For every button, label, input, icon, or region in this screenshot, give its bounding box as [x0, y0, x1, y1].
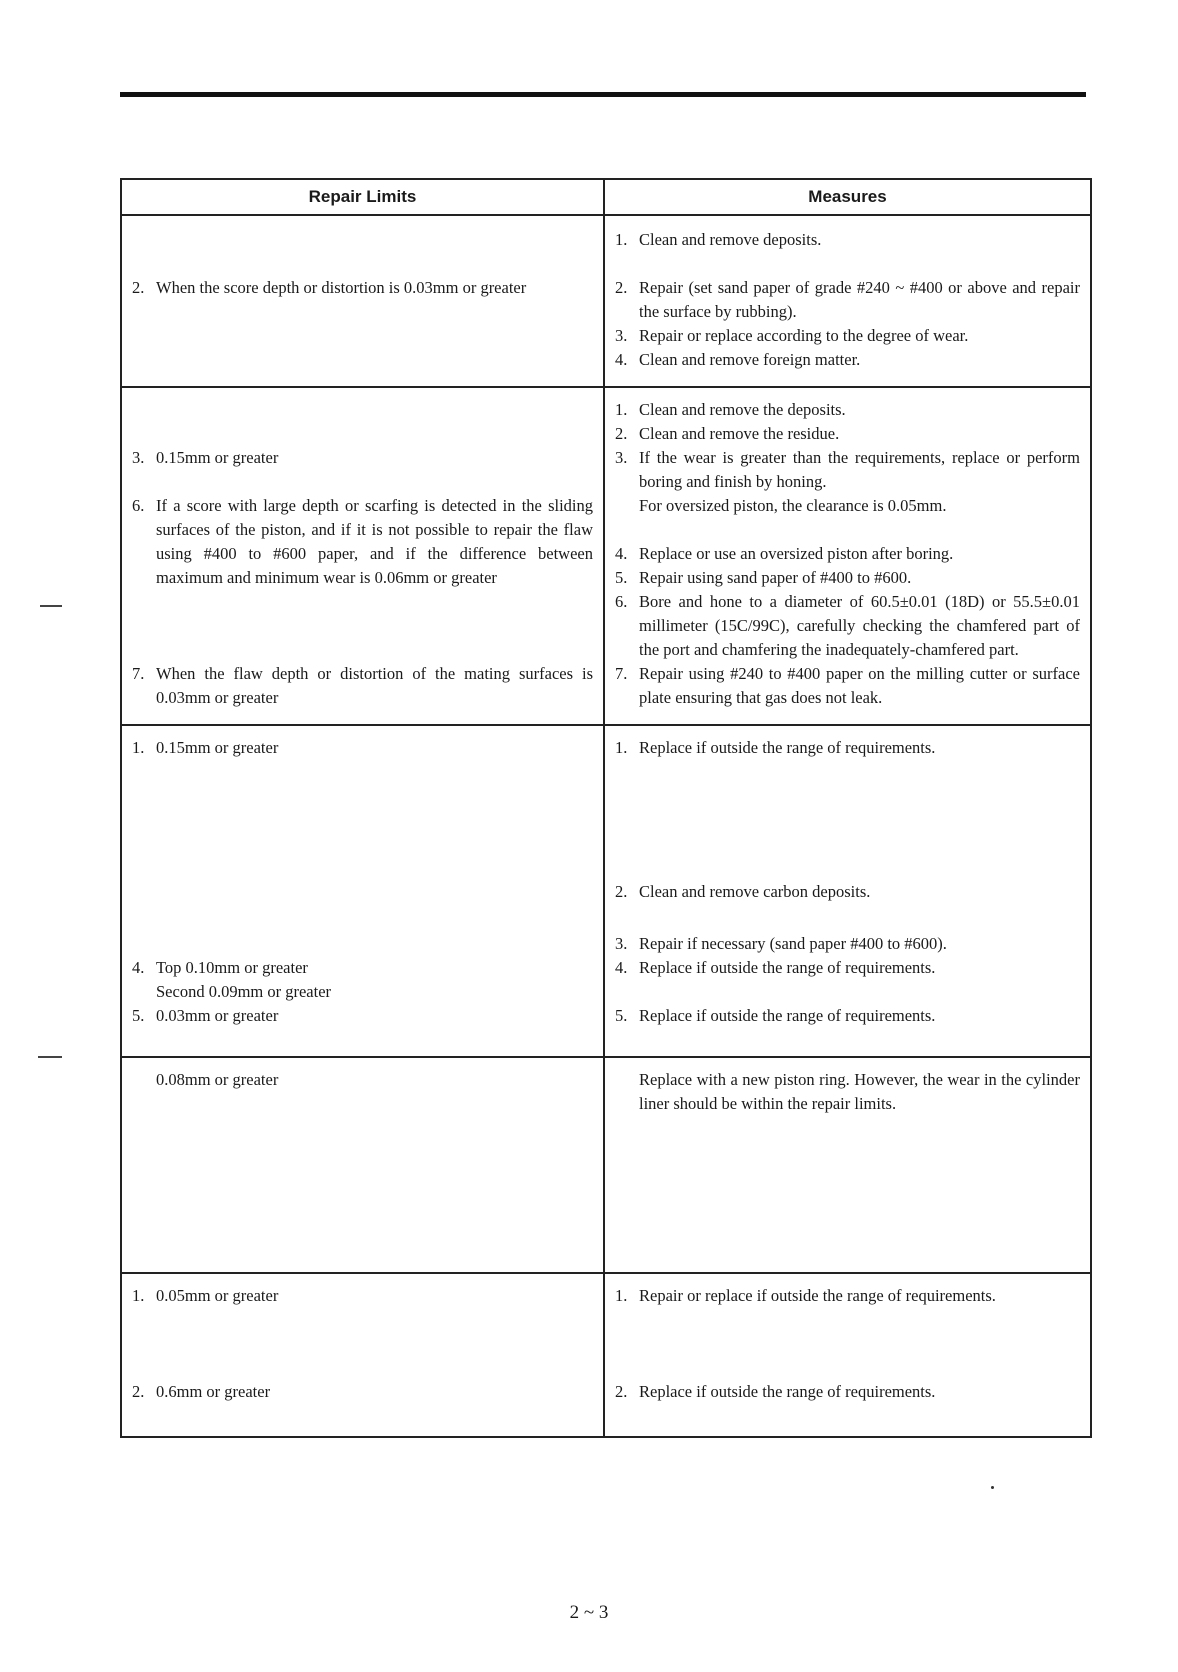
- list-item: For oversized piston, the clearance is 0.05mm.: [639, 496, 947, 515]
- list-item: Second 0.09mm or greater: [156, 982, 332, 1001]
- speck: [991, 1486, 994, 1489]
- header-repair-limits: Repair Limits: [121, 179, 604, 215]
- table-row: [121, 215, 1091, 387]
- margin-mark: [38, 1056, 62, 1058]
- list-item: 7. When the flaw depth or distortion of the mating surfaces is 0.03mm or greater: [132, 664, 593, 707]
- measures-cell: [604, 725, 1091, 1057]
- list-item: 4. Replace or use an oversized piston after boring.: [615, 544, 954, 563]
- measures-cell: [604, 387, 1091, 725]
- measures-cell: [604, 1273, 1091, 1437]
- list-item: 6. Bore and hone to a diameter of 60.5±0.01 (18D) or 55.5±0.01 millimeter (15C/99C), carefully checking the chamfered part of the port and chamfering the inadequately-chamfered part.: [615, 592, 1080, 659]
- measures-cell: [604, 215, 1091, 387]
- list-item: 1. Replace if outside the range of requirements.: [615, 738, 936, 757]
- list-item: 1. Clean and remove the deposits.: [615, 400, 846, 419]
- list-item: 1. Repair or replace if outside the range of requirements.: [615, 1286, 996, 1305]
- list-item: 0.08mm or greater: [156, 1070, 279, 1089]
- list-item: 2. Replace if outside the range of requirements.: [615, 1382, 936, 1401]
- list-item: 4. Replace if outside the range of requirements.: [615, 958, 936, 977]
- measures-cell: [604, 1057, 1091, 1273]
- list-item: 2. When the score depth or distortion is 0.03mm or greater: [132, 278, 527, 297]
- repair-limits-cell: [121, 387, 604, 725]
- page-number: 2 ~ 3: [569, 1602, 609, 1623]
- list-item: 5. 0.03mm or greater: [132, 1006, 279, 1025]
- repair-limits-cell: [121, 1057, 604, 1273]
- list-item: 3. 0.15mm or greater: [132, 448, 279, 467]
- repair-limits-table: [120, 178, 1092, 1438]
- list-item: 6. If a score with large depth or scarfing is detected in the sliding surfaces of the piston, and if it is not possible to repair the flaw using #400 to #600 paper, and if the difference between maximum and minimum wear is 0.06mm or greater: [132, 496, 593, 587]
- list-item: 3. If the wear is greater than the requirements, replace or perform boring and finish by honing.: [615, 448, 1080, 491]
- table-row: [121, 387, 1091, 725]
- list-item: 2. 0.6mm or greater: [132, 1382, 271, 1401]
- list-item: 5. Repair using sand paper of #400 to #600.: [615, 568, 912, 587]
- list-item: 5. Replace if outside the range of requirements.: [615, 1006, 936, 1025]
- list-item: 3. Repair if necessary (sand paper #400 to #600).: [615, 934, 947, 953]
- list-item: 7. Repair using #240 to #400 paper on the milling cutter or surface plate ensuring that gas does not leak.: [615, 664, 1080, 707]
- list-item: 1. Clean and remove deposits.: [615, 230, 822, 249]
- table-row: [121, 1057, 1091, 1273]
- list-item: 3. Repair or replace according to the degree of wear.: [615, 326, 969, 345]
- repair-limits-cell: [121, 725, 604, 1057]
- list-item: 1. 0.15mm or greater: [132, 738, 279, 757]
- list-item: 1. 0.05mm or greater: [132, 1286, 279, 1305]
- list-item: 2. Clean and remove carbon deposits.: [615, 882, 871, 901]
- repair-limits-cell: [121, 1273, 604, 1437]
- table-row: [121, 725, 1091, 1057]
- margin-mark: [40, 605, 62, 607]
- repair-limits-cell: [121, 215, 604, 387]
- header-rule: [120, 92, 1086, 97]
- list-item: 4. Clean and remove foreign matter.: [615, 350, 861, 369]
- header-measures: Measures: [604, 179, 1091, 215]
- table-header-row: [121, 179, 1091, 215]
- list-item: 2. Repair (set sand paper of grade #240 ~ #400 or above and repair the surface by rubbing).: [615, 278, 1080, 321]
- list-item: 2. Clean and remove the residue.: [615, 424, 840, 443]
- list-item: Replace with a new piston ring. However, the wear in the cylinder liner should be within the repair limits.: [639, 1070, 1080, 1113]
- list-item: 4. Top 0.10mm or greater: [132, 958, 308, 977]
- table-row: [121, 1273, 1091, 1437]
